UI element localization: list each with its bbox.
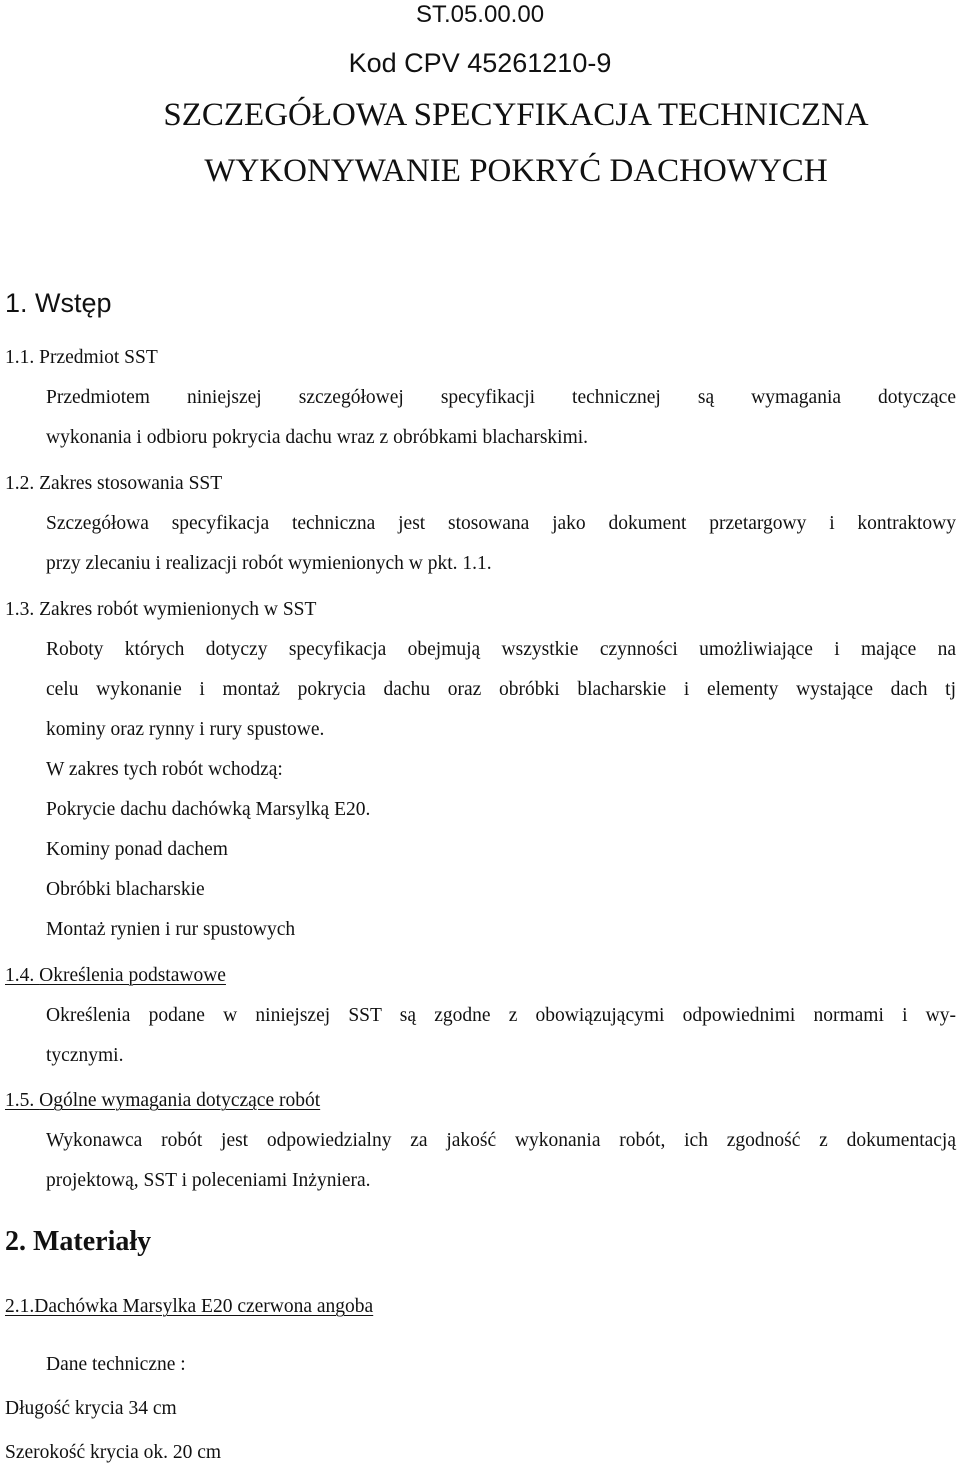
section-1-heading: 1. Wstęp — [5, 288, 112, 318]
tech-data-label: Dane techniczne : — [46, 1354, 186, 1375]
list-item: Montaż rynien i rur spustowych — [46, 919, 296, 940]
section-1-4-text-line: Określenia podane w niniejszej SST są zgodne z obowiązującymi odpowiednimi normami i wy- — [46, 1005, 956, 1026]
list-item: Kominy ponad dachem — [46, 839, 228, 860]
section-1-3-text-line: W zakres tych robót wchodzą: — [46, 759, 283, 780]
section-1-2-text-line: Szczegółowa specyfikacja techniczna jest stosowana jako dokument przetargowy i kontraktowy — [46, 513, 956, 534]
section-1-3-text-line: kominy oraz rynny i rury spustowe. — [46, 719, 325, 740]
section-1-3-text-line: celu wykonanie i montaż pokrycia dachu oraz obróbki blacharskie i elementy wystające dach tj — [46, 679, 956, 700]
document-code: ST.05.00.00 — [415, 1, 545, 28]
section-1-3-text-line: Roboty których dotyczy specyfikacja obejmują wszystkie czynności umożliwiające i mające na — [46, 639, 956, 660]
document-title: SZCZEGÓŁOWA SPECYFIKACJA TECHNICZNA — [163, 97, 869, 133]
list-item: Obróbki blacharskie — [46, 879, 205, 900]
section-2-1-heading: 2.1.Dachówka Marsylka E20 czerwona angoba — [5, 1296, 374, 1317]
tech-data-line: Szerokość krycia ok. 20 cm — [5, 1442, 222, 1463]
section-1-4-text-line: tycznymi. — [46, 1045, 124, 1066]
list-item: Pokrycie dachu dachówką Marsylką E20. — [46, 799, 371, 820]
document-subtitle: WYKONYWANIE POKRYĆ DACHOWYCH — [204, 153, 828, 189]
section-1-5-text-line: projektową, SST i poleceniami Inżyniera. — [46, 1170, 371, 1191]
section-title: Ogólne wymagania dotyczące robót — [39, 1090, 321, 1111]
section-1-5-heading — [5, 1091, 320, 1111]
section-1-5-text-line: Wykonawca robót jest odpowiedzialny za jakość wykonania robót, ich zgodność z dokumentacją — [46, 1130, 956, 1151]
section-1-3-heading: 1.3. Zakres robót wymienionych w SST — [5, 599, 317, 620]
cpv-code: Kod CPV 45261210-9 — [348, 48, 612, 78]
section-2-heading: 2. Materiały — [5, 1226, 152, 1257]
section-1-4-heading — [5, 966, 226, 986]
section-1-2-text-line: przy zlecaniu i realizacji robót wymienionych w pkt. 1.1. — [46, 553, 492, 574]
section-number: 1.5. — [5, 1090, 40, 1111]
section-title: Określenia podstawowe — [39, 965, 226, 986]
section-number: 1.4. — [5, 965, 40, 986]
section-1-2-heading: 1.2. Zakres stosowania SST — [5, 473, 223, 494]
tech-data-line: Długość krycia 34 cm — [5, 1398, 177, 1419]
section-1-1-heading: 1.1. Przedmiot SST — [5, 347, 158, 368]
section-1-1-text-line: Przedmiotem niniejszej szczegółowej specyfikacji technicznej są wymagania dotyczące — [46, 387, 956, 408]
section-1-1-text-line: wykonania i odbioru pokrycia dachu wraz z obróbkami blacharskimi. — [46, 427, 589, 448]
